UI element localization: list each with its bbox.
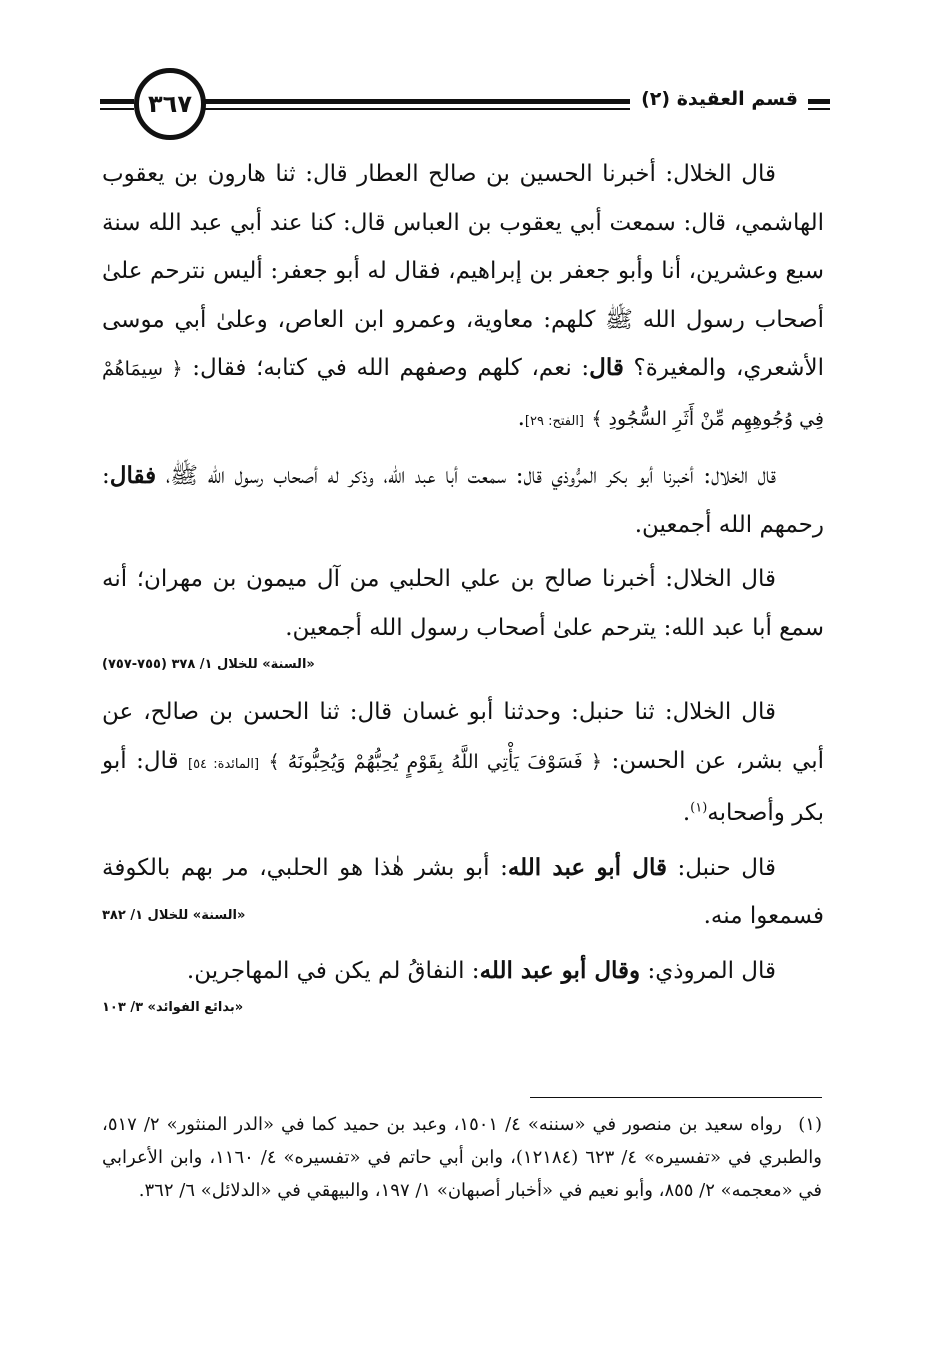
paragraph — [102, 947, 824, 996]
footnote-number: (١) — [798, 1114, 822, 1135]
paragraph-text: : أبو بشر هٰذا هو الحلبي، مر بهم بالكوفة فسمعوا منه. — [102, 854, 824, 929]
footnote — [102, 1108, 822, 1207]
paragraph-text: قال الخلال: أخبرنا صالح بن علي الحلبي من آل ميمون بن مهران؛ أنه سمع أبا عبد الله: يترحم علىٰ أصحاب رسول الله أجمعين. — [102, 566, 824, 641]
paragraph — [102, 688, 824, 838]
page-number-badge — [134, 68, 206, 140]
paragraph-text: : النفاقُ لم يكن في المهاجرين. — [186, 957, 480, 984]
paragraph-text: قال الخلال: أخبرنا أبو بكر المرُّوذي قال: سمعت أبا عبد الله، وذكر له أصحاب رسول الله ﷺ، — [165, 463, 777, 489]
paragraph — [102, 452, 824, 549]
page-number: ٣٦٧ — [148, 90, 192, 118]
paragraph-text: قال الخلال: ثنا حنبل: وحدثنا أبو غسان قال: ثنا الحسن بن صالح، عن أبي بشر، عن الحسن: — [102, 699, 825, 774]
paragraph-text: قال المروذي: — [647, 957, 776, 984]
header-rule — [200, 99, 630, 104]
footnote-text: رواه سعيد بن منصور في «سننه» ٤/ ١٥٠١، وعبد بن حميد كما في «الدر المنثور» ٢/ ٥١٧، والطبري في «تفسيره» ٤/ ٦٢٣ (١٢١٨٤)، وابن أبي حاتم في «تفسيره» ٤/ ١١٦٠، وابن الأعرابي في «معجمه» ٢/ ٨٥٥، وأبو نعيم في «أخبار أصبهان» ١/ ١٩٧، والبيهقي في «الدلائل» ٦/ ٣٦٢. — [102, 1114, 822, 1201]
bold-keyword: قال أبو عبد الله — [507, 853, 667, 881]
verse-reference: [الفتح: ٢٩] — [524, 413, 585, 429]
paragraph-text: قال حنبل: — [677, 854, 776, 881]
paragraph — [102, 844, 824, 941]
footnote-marker[interactable]: (١) — [690, 800, 708, 816]
paragraph-text: : رحمهم الله أجمعين. — [102, 463, 824, 538]
punctuation: . — [517, 404, 525, 431]
quran-verse: ﴿ فَسَوْفَ يَأْتِي اللَّهُ بِقَوْمٍ يُحِبُّهُمْ وَيُحِبُّونَهُ ﴾ — [268, 750, 603, 773]
header-rule — [100, 108, 134, 110]
paragraph — [102, 150, 824, 446]
running-title: قسم العقيدة (٢) — [635, 88, 804, 110]
header-rule — [100, 99, 134, 104]
header-rule — [808, 108, 830, 110]
source-citation: «السنة» للخلال ١/ ٣٨٢ — [102, 908, 246, 923]
paragraph-text: قال: أبو بكر وأصحابه — [102, 747, 824, 826]
bold-keyword: قال — [589, 354, 624, 381]
source-citation: «السنة» للخلال ١/ ٣٧٨ (٧٥٥-٧٥٧) — [102, 657, 315, 672]
header-rule — [808, 99, 830, 104]
footnotes — [102, 1108, 822, 1207]
paragraph-text: قال الخلال: أخبرنا الحسين بن صالح العطار قال: ثنا هارون بن يعقوب الهاشمي، قال: سمعت أبي يعقوب بن العباس قال: كنا عند أبي عبد الله سنة سبع وعشرين، أنا وأبو جعفر بن إبراهيم، فقال له أبو جعفر: أليس نترحم علىٰ أصحاب رسول الله ﷺ كلهم: معاوية، وعمرو ابن العاص، وعلىٰ أبي موسى الأشعري، والمغيرة؟ — [102, 161, 824, 381]
footnote-separator — [530, 1097, 822, 1098]
running-header — [100, 66, 830, 150]
quran-verse: ﴿ سِيمَاهُمْ فِي وُجُوهِهِم مِّنْ أَثَرِ السُّجُودِ ﴾ — [102, 358, 824, 430]
header-rule — [200, 108, 630, 110]
source-citation: «بدائع الفوائد» ٣/ ١٠٣ — [102, 1000, 244, 1015]
paragraph — [102, 555, 824, 652]
punctuation: . — [682, 800, 691, 826]
verse-reference: [المائدة: ٥٤] — [188, 756, 260, 772]
main-text — [102, 150, 824, 1031]
bold-keyword: وقال أبو عبد الله — [479, 956, 641, 984]
bold-keyword: فقال — [109, 462, 157, 489]
paragraph-text: : نعم، كلهم وصفهم الله في كتابه؛ فقال: — [192, 355, 590, 381]
